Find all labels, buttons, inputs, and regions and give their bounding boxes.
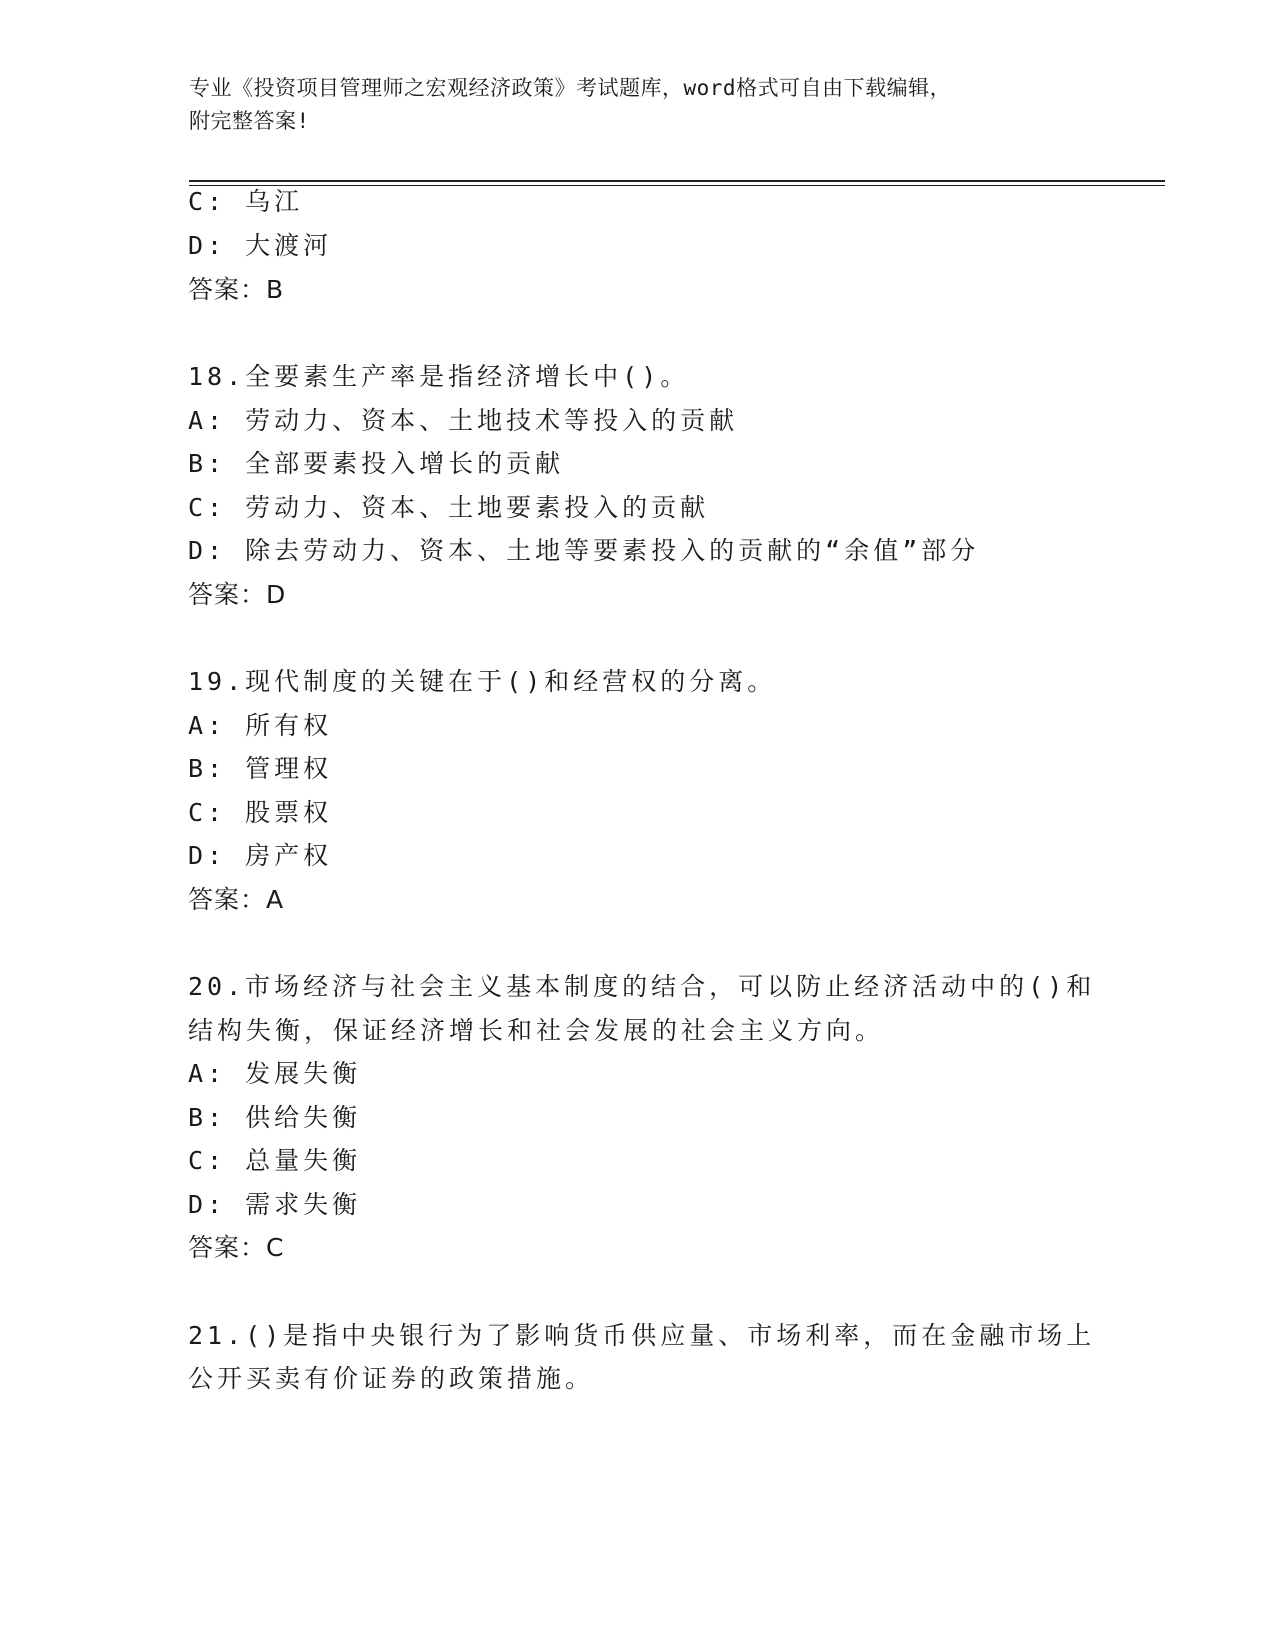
- q20-option-c: C: 总量失衡: [188, 1146, 362, 1175]
- q20-answer: 答案：C: [188, 1233, 285, 1262]
- q21-stem-line-2: 公开买卖有价证券的政策措施。: [188, 1364, 595, 1393]
- q17-option-d: D: 大渡河: [188, 231, 333, 260]
- header-line-2: 附完整答案!: [189, 109, 310, 133]
- q19-stem: 19.现代制度的关键在于()和经营权的分离。: [188, 667, 777, 696]
- q18-option-a: A: 劳动力、资本、土地技术等投入的贡献: [188, 406, 739, 435]
- q18-option-b: B: 全部要素投入增长的贡献: [188, 449, 565, 478]
- q17-option-c: C: 乌江: [188, 187, 304, 216]
- q18-option-d: D: 除去劳动力、资本、土地等要素投入的贡献的“余值”部分: [188, 536, 980, 565]
- header-divider-thick: [189, 180, 1165, 182]
- q21-stem-line-1: 21.()是指中央银行为了影响货币供应量、市场利率，而在金融市场上: [188, 1321, 1096, 1350]
- q18-option-c: C: 劳动力、资本、土地要素投入的贡献: [188, 493, 710, 522]
- q19-answer: 答案：A: [188, 885, 285, 914]
- header-line-1: 专业《投资项目管理师之宏观经济政策》考试题库，word格式可自由下载编辑，: [189, 76, 952, 100]
- q20-option-a: A: 发展失衡: [188, 1059, 362, 1088]
- q18-answer: 答案：D: [188, 580, 287, 609]
- q20-option-b: B: 供给失衡: [188, 1103, 362, 1132]
- q19-option-c: C: 股票权: [188, 798, 333, 827]
- q20-stem-line-2: 结构失衡，保证经济增长和社会发展的社会主义方向。: [188, 1016, 885, 1045]
- q17-answer: 答案：B: [188, 275, 285, 304]
- document-header: [189, 72, 1069, 138]
- q19-option-d: D: 房产权: [188, 841, 333, 870]
- q19-option-a: A: 所有权: [188, 711, 333, 740]
- q18-stem: 18.全要素生产率是指经济增长中()。: [188, 362, 690, 391]
- q20-stem-line-1: 20.市场经济与社会主义基本制度的结合，可以防止经济活动中的()和: [188, 972, 1096, 1001]
- header-divider-thin: [189, 185, 1165, 186]
- q20-option-d: D: 需求失衡: [188, 1190, 362, 1219]
- q19-option-b: B: 管理权: [188, 754, 333, 783]
